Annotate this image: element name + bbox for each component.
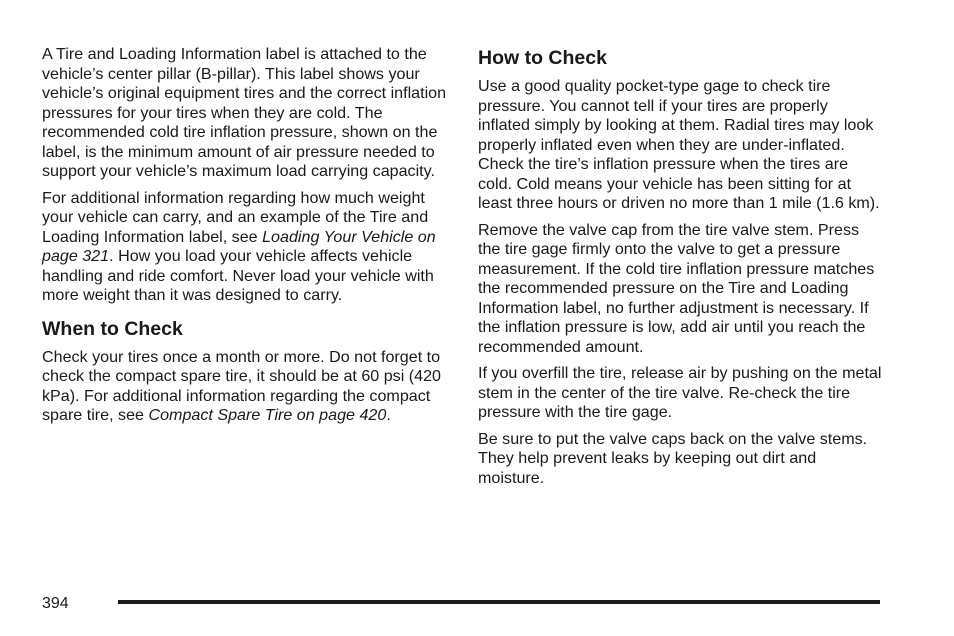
when-to-check-heading: When to Check xyxy=(42,317,183,340)
overfill-paragraph: If you overfill the tire, release air by pushing on the metal stem in the center of the tire valve. Re-check the tire pressure with the tire gage. xyxy=(478,364,882,421)
gage-paragraph: Use a good quality pocket-type gage to check tire pressure. You cannot tell if your tires are properly inflated simply by looking at them. Radial tires may look properly inflated even when they are under-inflated. Check the tire’s inflation pressure when the tires are cold. Cold means your vehicle has been sitting for at least three hours or driven no more than 1 mile (1.6 km). xyxy=(478,77,880,212)
left-column xyxy=(42,45,448,433)
valve-cap-paragraph: Remove the valve cap from the tire valve stem. Press the tire gage firmly onto the valve to get a pressure measurement. If the cold tire inflation pressure matches the recommended pressure on the Tire and Loading Information label, no further adjustment is necessary. If the inflation pressure is low, add air until you reach the recommended amount. xyxy=(478,220,875,356)
load-info-text-after: . How you load your vehicle affects vehicle handling and ride comfort. Never load your vehicle with more weight than it was designed to carry. xyxy=(42,247,434,304)
valve-caps-back-paragraph: Be sure to put the valve caps back on the valve stems. They help prevent leaks by keeping out dirt and moisture. xyxy=(478,429,868,487)
when-check-text: Check your tires once a month or more. Do not forget to check the compact spare tire, it should be at 60 psi (420 kPa). For additional information regarding the compact spare tire, see xyxy=(42,347,441,424)
load-info-text: For additional information regarding how much weight your vehicle can carry, and an example of the Tire and Loading Information label, see xyxy=(42,188,429,246)
compact-spare-reference[interactable]: Compact Spare Tire on page 420 xyxy=(148,406,387,424)
loading-vehicle-reference[interactable]: Loading Your Vehicle on page 321 xyxy=(42,227,436,265)
page-number: 394 xyxy=(42,595,69,612)
how-to-check-heading: How to Check xyxy=(478,47,607,69)
load-info-paragraph xyxy=(42,189,448,306)
footer-rule xyxy=(118,600,880,604)
tire-label-paragraph: A Tire and Loading Information label is attached to the vehicle’s center pillar (B-pillar). This label shows your vehicle’s original equipment tires and the correct inflation pressures for your tires when they are cold. The recommended cold tire inflation pressure, shown on the label, is the minimum amount of air pressure needed to support your vehicle’s maximum load carrying capacity. xyxy=(42,45,447,180)
right-column xyxy=(478,47,884,495)
when-to-check-paragraph xyxy=(42,348,448,426)
when-check-text-after: . xyxy=(386,406,391,424)
